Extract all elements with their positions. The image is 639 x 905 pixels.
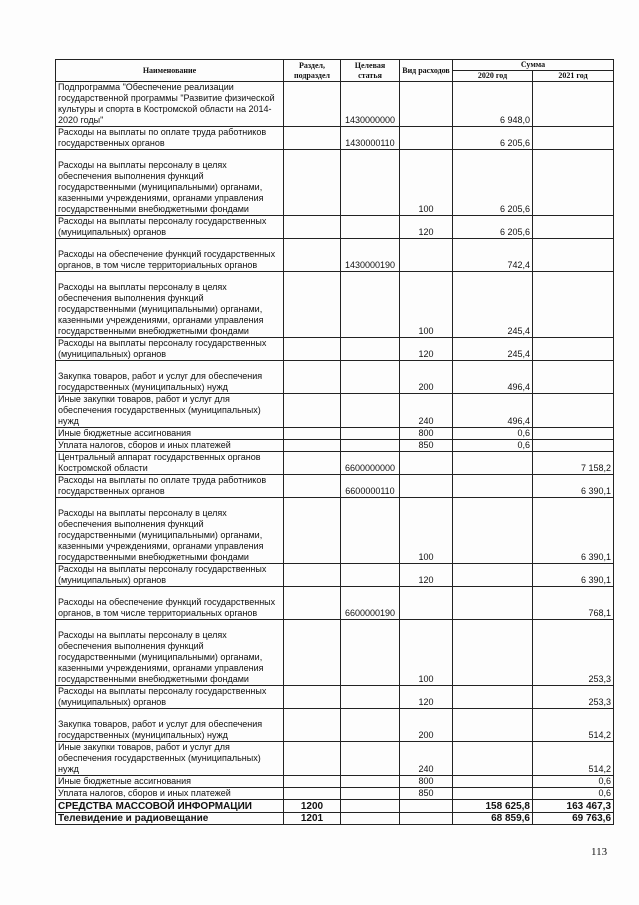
table-row [56,338,614,361]
row-value-2021: 253,3 [533,620,614,686]
row-value-2020 [453,475,533,498]
row-section [284,742,341,776]
row-value-2021: 163 467,3 [533,800,614,813]
row-name: Расходы на обеспечение функций государственных органов, в том числе территориальных органов [56,587,284,620]
row-value-2020: 742,4 [453,239,533,272]
row-article [341,813,400,825]
table-row [56,620,614,686]
row-name: Закупка товаров, работ и услуг для обеспечения государственных (муниципальных) нужд [56,361,284,394]
row-type: 800 [400,428,453,440]
row-section [284,272,341,338]
row-article [341,788,400,800]
row-section [284,475,341,498]
row-value-2021 [533,428,614,440]
row-type: 120 [400,216,453,239]
row-value-2020 [453,788,533,800]
header-year-2020: 2020 год [453,71,533,82]
row-value-2021: 514,2 [533,709,614,742]
row-section [284,686,341,709]
row-name: Расходы на выплаты персоналу в целях обеспечения выполнения функций государственными (муниципальными) органами, казенными учреждениями, органами управления государственными внебюджетными фондами [56,150,284,216]
row-name: Расходы на выплаты персоналу государственных (муниципальных) органов [56,338,284,361]
row-article: 1430000000 [341,82,400,127]
row-section [284,216,341,239]
row-value-2020 [453,498,533,564]
row-value-2020: 6 205,6 [453,216,533,239]
row-section [284,428,341,440]
row-name: Расходы на выплаты по оплате труда работников государственных органов [56,475,284,498]
row-name: Уплата налогов, сборов и иных платежей [56,788,284,800]
row-value-2020: 68 859,6 [453,813,533,825]
row-type [400,813,453,825]
row-name: Подпрограмма "Обеспечение реализации государственной программы "Развитие физической культуры и спорта в Костромской области на 2014-2020 годы" [56,82,284,127]
row-article [341,800,400,813]
row-value-2021 [533,150,614,216]
row-section [284,338,341,361]
row-section [284,82,341,127]
row-article [341,272,400,338]
row-name: Расходы на выплаты персоналу в целях обеспечения выполнения функций государственными (муниципальными) органами, казенными учреждениями, органами управления государственными внебюджетными фондами [56,498,284,564]
row-name: Расходы на выплаты персоналу в целях обеспечения выполнения функций государственными (муниципальными) органами, казенными учреждениями, органами управления государственными внебюджетными фондами [56,272,284,338]
row-article [341,776,400,788]
row-section [284,394,341,428]
row-section [284,776,341,788]
row-type [400,475,453,498]
row-type: 120 [400,564,453,587]
row-value-2021: 0,6 [533,788,614,800]
table-row [56,709,614,742]
row-section [284,239,341,272]
table-row [56,239,614,272]
budget-table [55,59,614,825]
table-row [56,498,614,564]
row-type [400,800,453,813]
row-article [341,742,400,776]
row-value-2021: 253,3 [533,686,614,709]
row-value-2020 [453,709,533,742]
row-article [341,709,400,742]
row-value-2020: 496,4 [453,361,533,394]
table-row [56,686,614,709]
row-article [341,338,400,361]
row-article: 6600000190 [341,587,400,620]
row-type: 850 [400,440,453,452]
header-sum: Сумма [453,60,614,71]
row-value-2021 [533,440,614,452]
table-row [56,150,614,216]
row-type [400,587,453,620]
table-row [56,127,614,150]
row-article [341,564,400,587]
row-value-2020 [453,587,533,620]
row-article [341,394,400,428]
row-type [400,127,453,150]
row-value-2020 [453,742,533,776]
row-value-2020 [453,452,533,475]
table-row [56,216,614,239]
table-row [56,788,614,800]
row-section [284,498,341,564]
row-value-2021 [533,82,614,127]
row-value-2021 [533,127,614,150]
row-type: 100 [400,150,453,216]
table-row [56,776,614,788]
row-value-2021 [533,216,614,239]
row-value-2021: 6 390,1 [533,475,614,498]
header-section: Раздел, подраздел [284,60,341,82]
row-type: 120 [400,686,453,709]
row-type: 800 [400,776,453,788]
row-section: 1201 [284,813,341,825]
table-row [56,82,614,127]
row-type: 100 [400,272,453,338]
row-section [284,452,341,475]
row-value-2020: 496,4 [453,394,533,428]
table-row [56,813,614,825]
table-header [56,60,614,82]
row-section [284,440,341,452]
row-value-2021: 7 158,2 [533,452,614,475]
row-name: Закупка товаров, работ и услуг для обеспечения государственных (муниципальных) нужд [56,709,284,742]
row-value-2021 [533,272,614,338]
header-article: Целевая статья [341,60,400,82]
row-name: Расходы на выплаты персоналу в целях обеспечения выполнения функций государственными (муниципальными) органами, казенными учреждениями, органами управления государственными внебюджетными фондами [56,620,284,686]
row-type: 200 [400,361,453,394]
row-section [284,127,341,150]
header-name: Наименование [56,60,284,82]
row-type: 200 [400,709,453,742]
table-row [56,587,614,620]
row-type [400,452,453,475]
row-name: Иные бюджетные ассигнования [56,776,284,788]
row-section [284,150,341,216]
row-section [284,361,341,394]
row-type: 850 [400,788,453,800]
row-value-2020: 0,6 [453,428,533,440]
row-article [341,428,400,440]
row-value-2020: 6 205,6 [453,127,533,150]
table-row [56,475,614,498]
table-row [56,428,614,440]
table-row [56,742,614,776]
row-value-2021 [533,361,614,394]
row-value-2020 [453,564,533,587]
row-type: 100 [400,498,453,564]
row-section [284,788,341,800]
row-type [400,239,453,272]
row-article [341,498,400,564]
table-row [56,272,614,338]
row-section [284,564,341,587]
row-section [284,587,341,620]
row-name: Иные бюджетные ассигнования [56,428,284,440]
header-year-2021: 2021 год [533,71,614,82]
row-name: Расходы на обеспечение функций государственных органов, в том числе территориальных органов [56,239,284,272]
row-value-2021 [533,394,614,428]
row-article: 1430000190 [341,239,400,272]
row-value-2020 [453,686,533,709]
row-value-2020: 158 625,8 [453,800,533,813]
row-type: 240 [400,394,453,428]
row-type: 120 [400,338,453,361]
page-number: 113 [591,846,608,858]
row-name: Расходы на выплаты персоналу государственных (муниципальных) органов [56,686,284,709]
row-article [341,686,400,709]
row-name: Иные закупки товаров, работ и услуг для обеспечения государственных (муниципальных) нужд [56,742,284,776]
row-article [341,361,400,394]
row-name: Центральный аппарат государственных органов Костромской области [56,452,284,475]
row-name: Расходы на выплаты персоналу государственных (муниципальных) органов [56,216,284,239]
row-value-2021: 6 390,1 [533,564,614,587]
row-article [341,216,400,239]
row-section: 1200 [284,800,341,813]
table-row [56,800,614,813]
row-section [284,620,341,686]
row-value-2021: 69 763,6 [533,813,614,825]
table-row [56,394,614,428]
table-row [56,564,614,587]
row-value-2021: 514,2 [533,742,614,776]
row-value-2020: 6 205,6 [453,150,533,216]
row-value-2021: 768,1 [533,587,614,620]
row-value-2020: 6 948,0 [453,82,533,127]
row-article: 6600000110 [341,475,400,498]
row-name: Телевидение и радиовещание [56,813,284,825]
table-body [56,82,614,825]
row-name: СРЕДСТВА МАССОВОЙ ИНФОРМАЦИИ [56,800,284,813]
row-type: 240 [400,742,453,776]
row-article [341,440,400,452]
row-value-2020: 245,4 [453,338,533,361]
header-type: Вид расходов [400,60,453,82]
row-type: 100 [400,620,453,686]
table-row [56,440,614,452]
row-value-2020 [453,620,533,686]
row-article: 6600000000 [341,452,400,475]
table-row [56,452,614,475]
row-value-2020: 245,4 [453,272,533,338]
row-value-2021 [533,239,614,272]
row-value-2020 [453,776,533,788]
row-value-2021: 0,6 [533,776,614,788]
row-section [284,709,341,742]
row-name: Иные закупки товаров, работ и услуг для обеспечения государственных (муниципальных) нужд [56,394,284,428]
row-value-2020: 0,6 [453,440,533,452]
row-name: Уплата налогов, сборов и иных платежей [56,440,284,452]
row-value-2021: 6 390,1 [533,498,614,564]
row-article: 1430000110 [341,127,400,150]
table-row [56,361,614,394]
row-article [341,150,400,216]
row-name: Расходы на выплаты по оплате труда работников государственных органов [56,127,284,150]
row-type [400,82,453,127]
row-name: Расходы на выплаты персоналу государственных (муниципальных) органов [56,564,284,587]
row-value-2021 [533,338,614,361]
row-article [341,620,400,686]
